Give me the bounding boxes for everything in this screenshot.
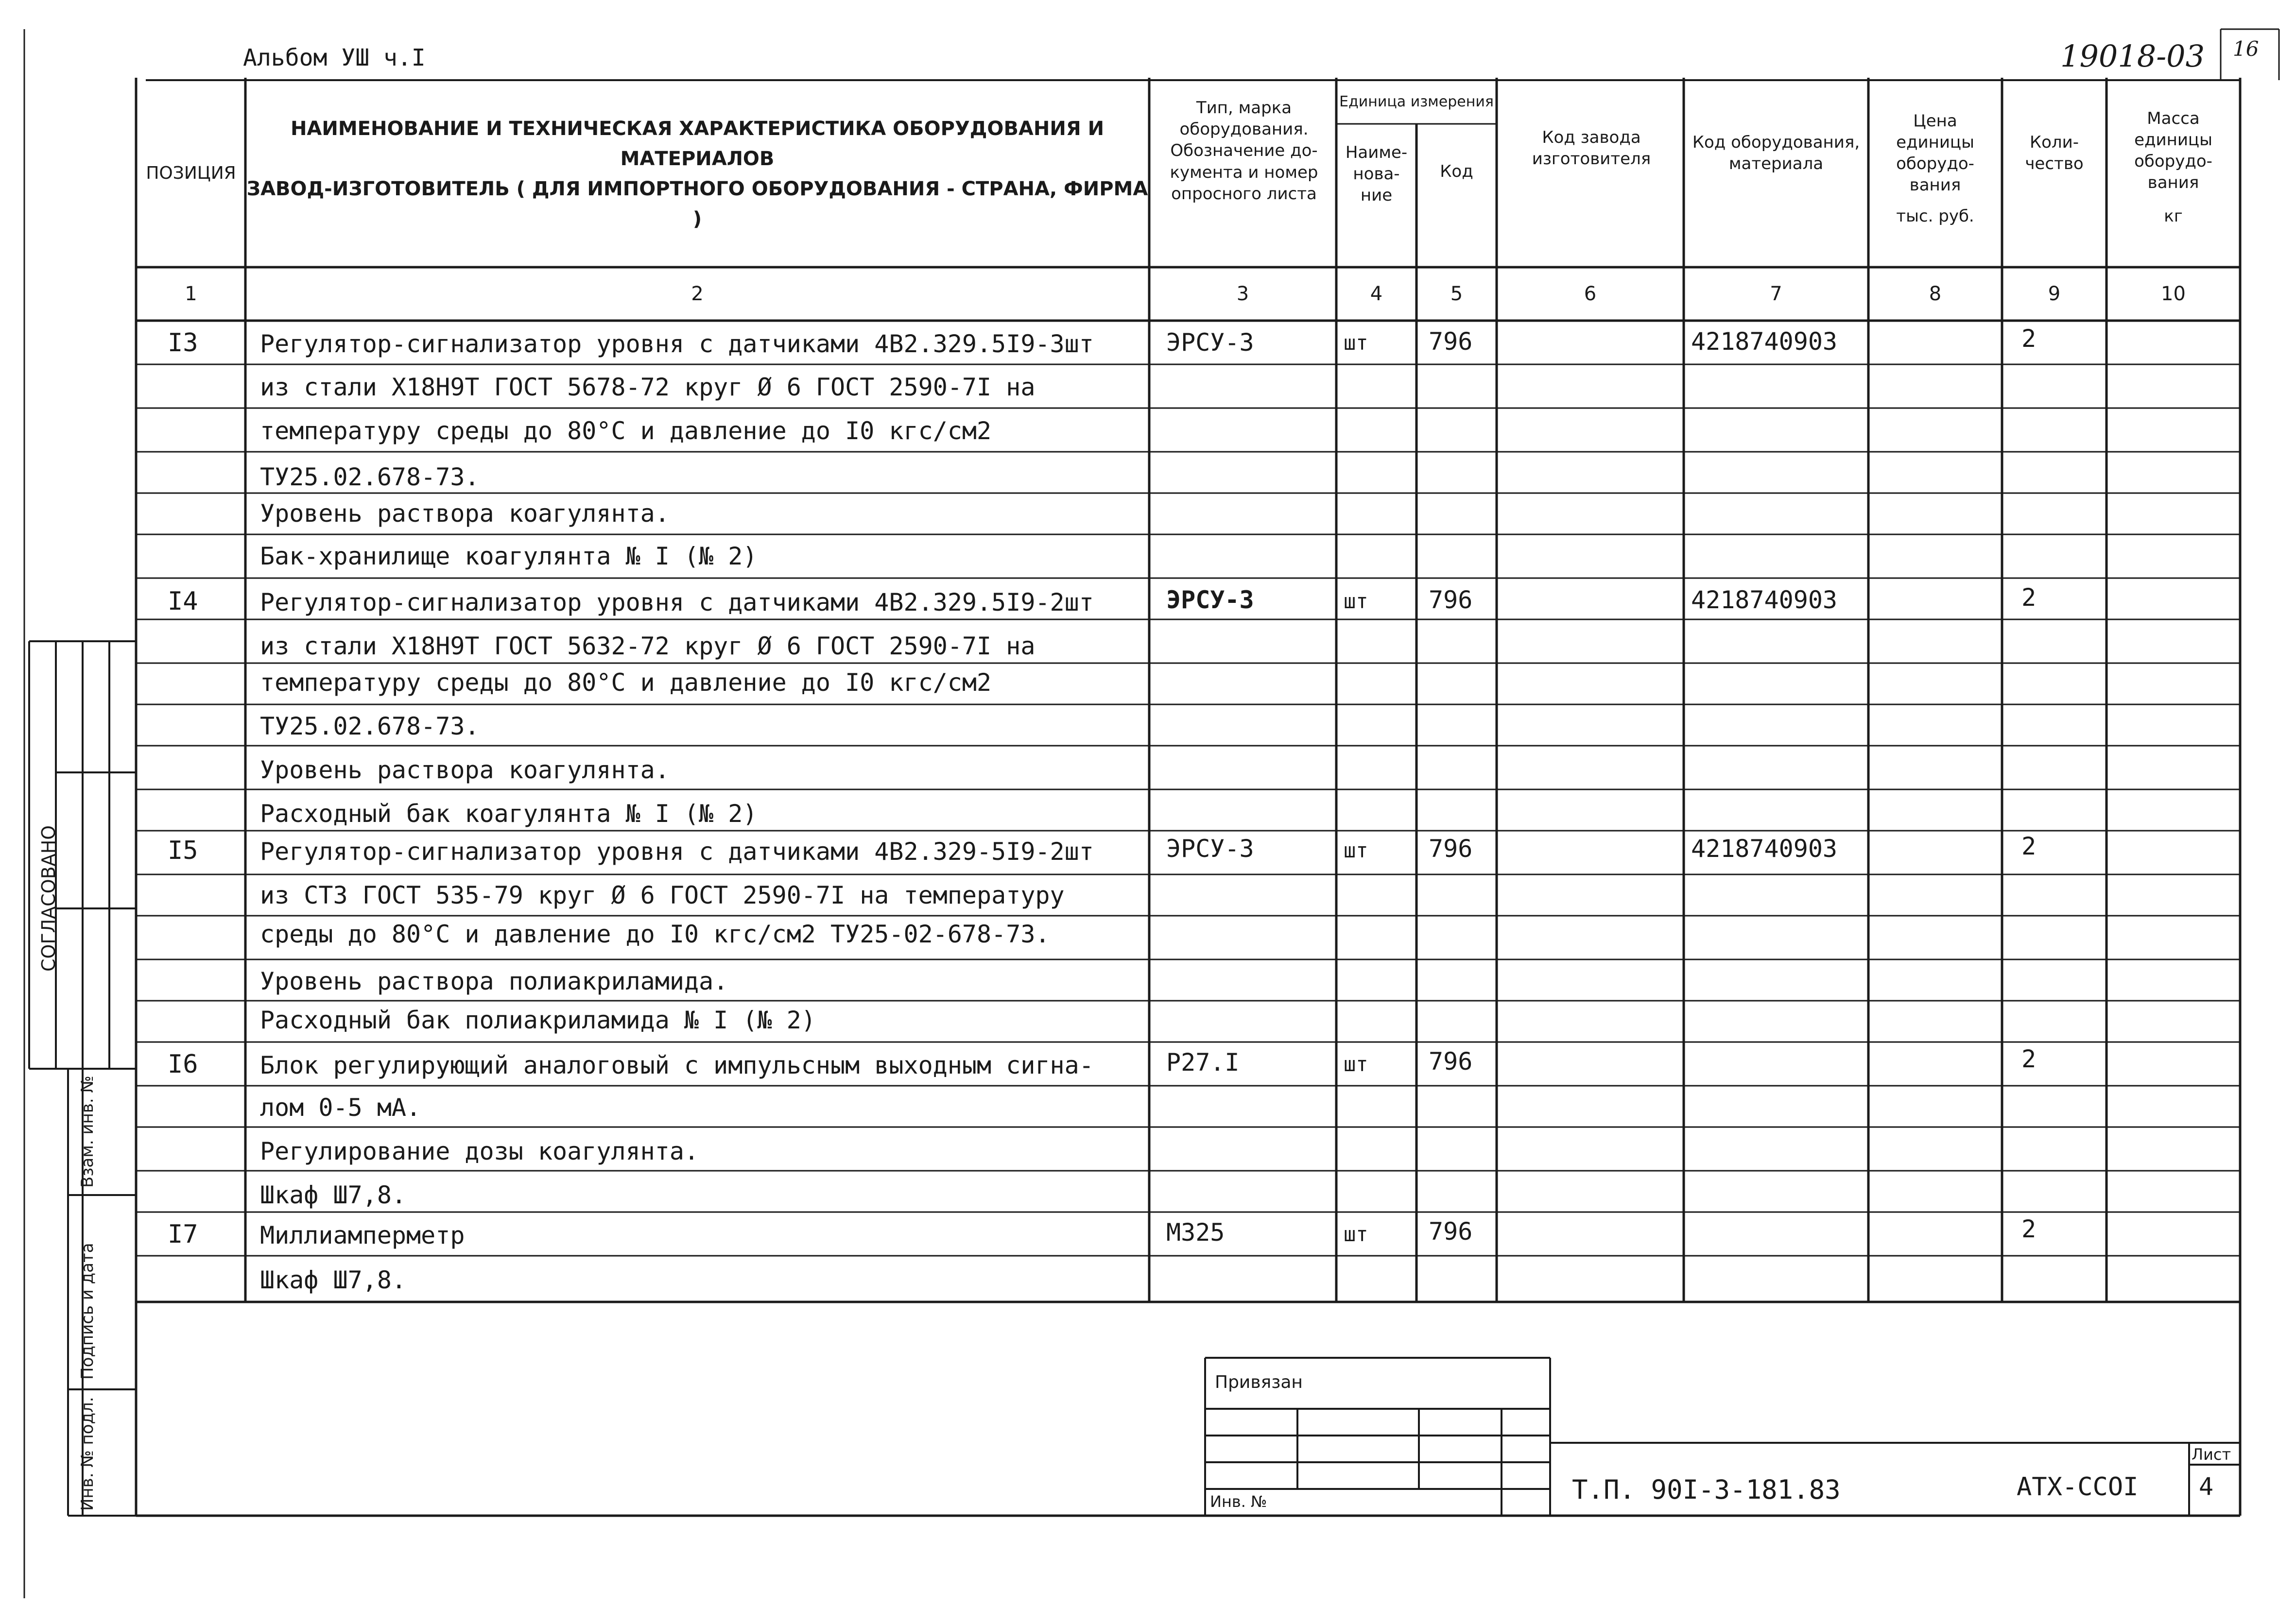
row-qty: 2 [2021,832,2037,860]
document-number: 19018-03 [2060,38,2205,74]
row-position: I4 [168,587,198,616]
stamp-inv-label: Инв. № [1210,1492,1267,1511]
row-text: из стали Х18Н9Т ГОСТ 5632-72 круг Ø 6 ГОСТ 2590-7I на [260,632,1036,660]
header-unit-name: Наиме-нова-ние [1345,142,1408,205]
row-text: лом 0-5 мА. [260,1094,421,1122]
row-type: ЭРСУ-3 [1166,586,1254,614]
row-type: ЭРСУ-3 [1166,835,1254,863]
row-text: из стали Х18Н9Т ГОСТ 5678-72 круг Ø 6 ГОСТ 2590-7I на [260,373,1036,401]
row-type: ЭРСУ-3 [1166,328,1254,357]
row-text: среды до 80°С и давление до I0 кгс/см2 ТУ25-02-678-73. [260,920,1050,948]
header-price-unit: тыс. руб. [1896,206,1974,226]
row-position: I7 [168,1220,198,1249]
row-equip-code: 4218740903 [1691,327,1838,356]
row-text: Расходный бак полиакриламида № I (№ 2) [260,1006,816,1034]
header-name-line2: МАТЕРИАЛОВ [620,147,775,170]
side-replace-inv-label: Взам. инв. № [78,1076,97,1188]
row-unit: шт [1344,1052,1368,1076]
stamp-bound-label: Привязан [1215,1372,1303,1392]
row-text: ТУ25.02.678-73. [260,712,480,740]
row-qty: 2 [2021,1045,2037,1073]
row-text: Шкаф Ш7,8. [260,1181,407,1209]
row-unit: шт [1344,1222,1368,1246]
col-number: 7 [1770,283,1782,305]
col-number: 4 [1370,283,1383,305]
row-text: из СТ3 ГОСТ 535-79 круг Ø 6 ГОСТ 2590-7I на температуру [260,881,1065,909]
header-price: Цена единицы оборудо-вания [1896,111,1974,195]
header-unit: Единица измерения [1339,93,1494,110]
stamp-sheet-label: Лист [2192,1445,2231,1464]
side-agreed-label: СОГЛАСОВАНО [38,825,59,972]
header-mass-unit: кг [2164,206,2183,226]
col-number: 1 [185,283,197,305]
stamp-sheet-number: 4 [2199,1472,2214,1501]
header-type: Тип, марка оборудования. Обозначение до-кумента и номер опросного листа [1170,98,1318,204]
row-text: Блок регулирующий аналоговый с импульсным выходным сигна- [260,1051,1094,1079]
row-code: 796 [1429,586,1473,614]
row-text: Регулятор-сигнализатор уровня с датчиками 4В2.329.5I9-3шт [260,330,1094,358]
row-position: I5 [168,836,198,865]
col-number: 3 [1236,283,1249,305]
row-unit: шт [1344,589,1368,613]
row-text: Уровень раствора коагулянта. [260,756,670,784]
header-name-line3: ЗАВОД-ИЗГОТОВИТЕЛЬ ( ДЛЯ ИМПОРТНОГО ОБОРУДОВАНИЯ - СТРАНА, ФИРМА ) [246,177,1148,230]
header-name [246,80,1148,267]
col-number: 10 [2161,283,2186,305]
col-number: 2 [691,283,704,305]
row-text: Регулятор-сигнализатор уровня с датчиками 4В2.329.5I9-2шт [260,588,1094,616]
row-qty: 2 [2021,1215,2037,1243]
row-qty: 2 [2021,583,2037,612]
row-text: Бак-хранилище коагулянта № I (№ 2) [260,542,758,570]
row-code: 796 [1429,1047,1473,1076]
stamp-project-number: Т.П. 90I-3-181.83 [1572,1474,1841,1505]
side-sign-date-label: Подпись и дата [78,1243,97,1380]
row-code: 796 [1429,1217,1473,1246]
row-text: Миллиамперметр [260,1221,465,1249]
header-unit-code: Код [1440,161,1473,181]
row-text: Регулирование дозы коагулянта. [260,1137,699,1165]
col-number: 8 [1929,283,1942,305]
row-text: Уровень раствора полиакриламида. [260,967,728,995]
row-equip-code: 4218740903 [1691,835,1838,863]
header-equip-code: Код оборудования, материала [1692,132,1860,173]
row-unit: шт [1344,838,1368,862]
header-name-line1: НАИМЕНОВАНИЕ И ТЕХНИЧЕСКАЯ ХАРАКТЕРИСТИКА ОБОРУДОВАНИЯ И [290,117,1105,140]
col-number: 5 [1450,283,1463,305]
col-number: 6 [1584,283,1597,305]
album-label: Альбом УШ ч.I [243,44,426,71]
row-text: температуру среды до 80°С и давление до I0 кгс/см2 [260,417,992,445]
col-number: 9 [2048,283,2061,305]
stamp-doc-code: АТХ-ССОI [2017,1472,2139,1502]
row-position: I3 [168,328,198,358]
header-factory-code: Код завода изготовителя [1532,127,1651,169]
row-text: Регулятор-сигнализатор уровня с датчиками 4В2.329-5I9-2шт [260,838,1094,866]
header-mass: Масса единицы оборудо-вания [2134,108,2212,193]
row-text: Уровень раствора коагулянта. [260,499,670,528]
row-text: ТУ25.02.678-73. [260,463,480,491]
row-type: М325 [1166,1218,1225,1247]
row-text: Расходный бак коагулянта № I (№ 2) [260,800,758,828]
row-unit: шт [1344,331,1368,355]
header-position: ПОЗИЦИЯ [146,163,236,184]
row-equip-code: 4218740903 [1691,586,1838,614]
row-qty: 2 [2021,325,2037,353]
header-qty: Коли-чество [2025,132,2084,173]
row-type: Р27.I [1166,1048,1240,1077]
row-code: 796 [1429,835,1473,863]
side-inv-orig-label: Инв. № подл. [78,1397,97,1511]
row-text: Шкаф Ш7,8. [260,1266,407,1294]
sheet-corner-number: 16 [2233,37,2259,61]
row-text: температуру среды до 80°С и давление до I0 кгс/см2 [260,668,992,697]
row-code: 796 [1429,327,1473,356]
row-position: I6 [168,1050,198,1079]
